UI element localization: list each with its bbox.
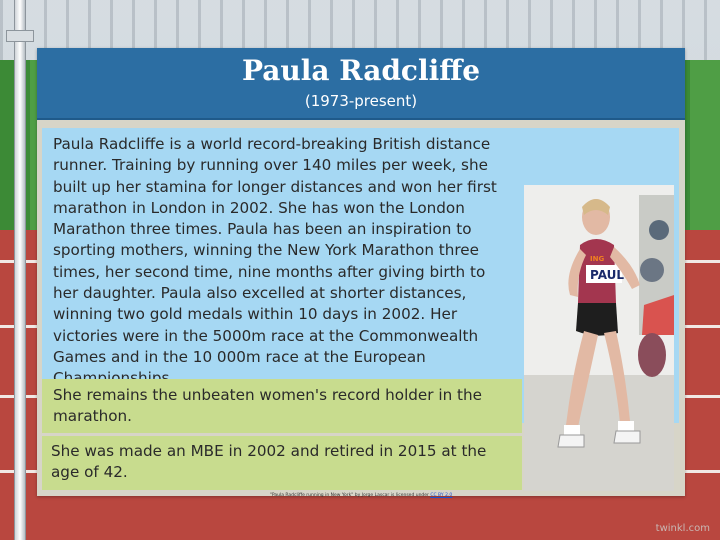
caption-text: "Paula Radcliffe running in New York" by Jorge Lascar is licensed under — [269, 493, 431, 498]
mbe-panel — [42, 436, 522, 490]
bib-text: PAUL — [590, 268, 625, 282]
info-card — [37, 48, 685, 496]
mbe-text: She was made an MBE in 2002 and retired in 2015 at the age of 42. — [51, 442, 487, 482]
watermark: twinkl.com — [655, 523, 710, 534]
background-pole — [14, 0, 26, 540]
runner-illustration — [524, 185, 674, 491]
biography-text: Paula Radcliffe is a world record-breaking British distance runner. Training by running over 140 miles per week, she built up her stamina for longer distances and won her first marathon in London in 2002. She has won the London Marathon three times. Paula has been an inspiration to sporting mothers, winning the New York Marathon three times, her second time, nine months after giving birth to her daughter. Paula also excelled at shorter distances, winning two gold medals within 10 days in 2002. Her victories were in the 5000m race at the Commonwealth Games and in the 10 000m race at the European — [53, 135, 497, 366]
license-link[interactable]: CC BY 2.0 — [430, 493, 453, 498]
card-header — [37, 48, 685, 120]
background-pole-cap — [6, 30, 34, 42]
page-title: Paula Radcliffe — [241, 54, 481, 87]
record-panel — [42, 379, 522, 433]
sponsor-text: ING — [590, 255, 605, 263]
runner-photo — [524, 185, 674, 491]
record-text: She remains the unbeaten women's record holder in the marathon. — [53, 386, 482, 426]
page-subtitle: (1973-present) — [304, 92, 418, 110]
photo-caption — [37, 493, 685, 498]
